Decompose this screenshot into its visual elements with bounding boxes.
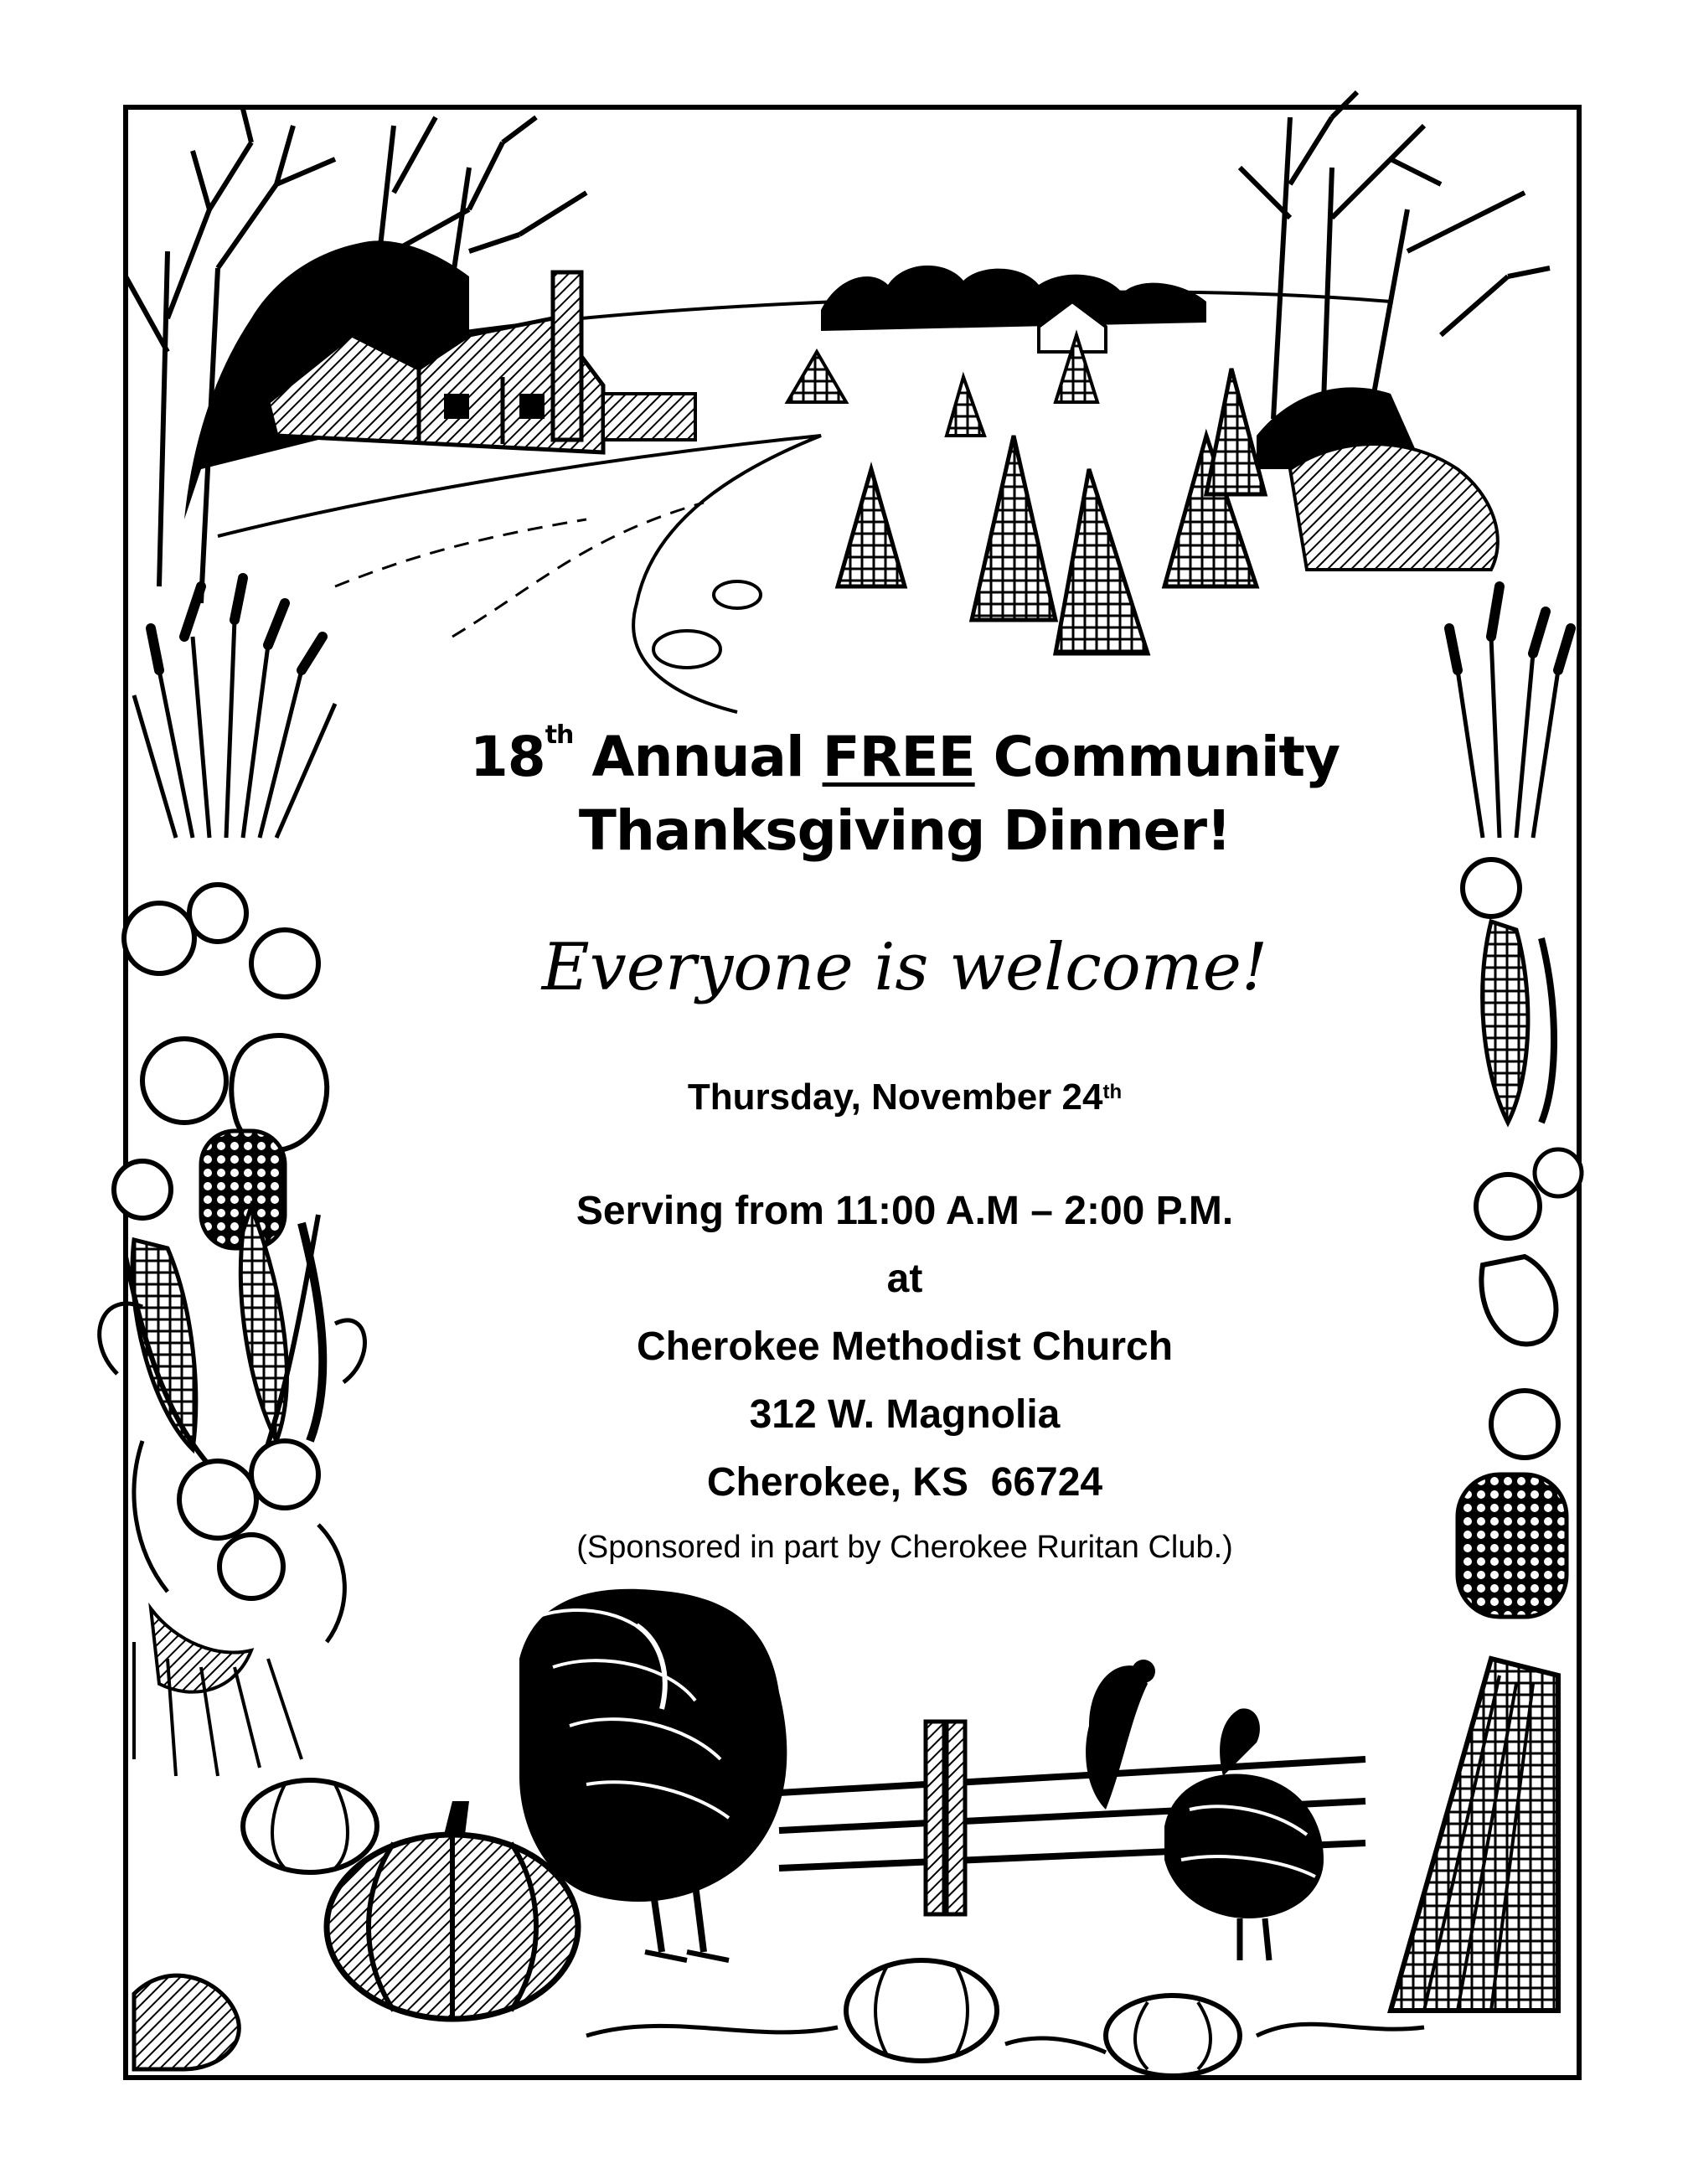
- event-date: [402, 1072, 1407, 1123]
- page-title: [402, 720, 1407, 868]
- turkey-small-icon: [1086, 1660, 1155, 1810]
- title-word-free: FREE: [822, 725, 975, 789]
- event-date-suffix: th: [1102, 1081, 1123, 1103]
- turkey-right-icon: [1164, 1708, 1324, 1960]
- serving-hours: Serving from 11:00 A.M – 2:00 P.M.: [576, 1189, 1234, 1233]
- venue-street: 312 W. Magnolia: [749, 1392, 1061, 1437]
- harvest-border-right-icon: [1449, 586, 1582, 1617]
- welcome-message: Everyone is welcome!: [541, 930, 1268, 1005]
- venue-at: at: [886, 1257, 923, 1301]
- sponsor-note: (Sponsored in part by Cherokee Ruritan Club.): [576, 1530, 1233, 1565]
- title-line-2: Thanksgiving Dinner!: [578, 798, 1231, 863]
- venue-city: Cherokee, KS 66724: [706, 1460, 1103, 1505]
- event-details: [402, 1177, 1407, 1516]
- title-word-annual: Annual: [591, 725, 804, 789]
- title-line-1: [402, 720, 1407, 794]
- venue-name: Cherokee Methodist Church: [636, 1324, 1174, 1369]
- title-ordinal-suffix: th: [545, 720, 574, 750]
- event-date-text: Thursday, November 24: [687, 1077, 1103, 1118]
- harvest-border-icon: [100, 578, 365, 1776]
- farmhouse-landscape-icon: [126, 92, 1550, 712]
- wheat-sheaf-icon: [787, 335, 1265, 653]
- title-word-community: Community: [993, 725, 1340, 789]
- bottom-harvest-scene: [134, 1589, 1558, 2076]
- wheat-sheaf-bottom-icon: [1391, 1659, 1558, 2011]
- title-ordinal-number: 18: [469, 725, 545, 789]
